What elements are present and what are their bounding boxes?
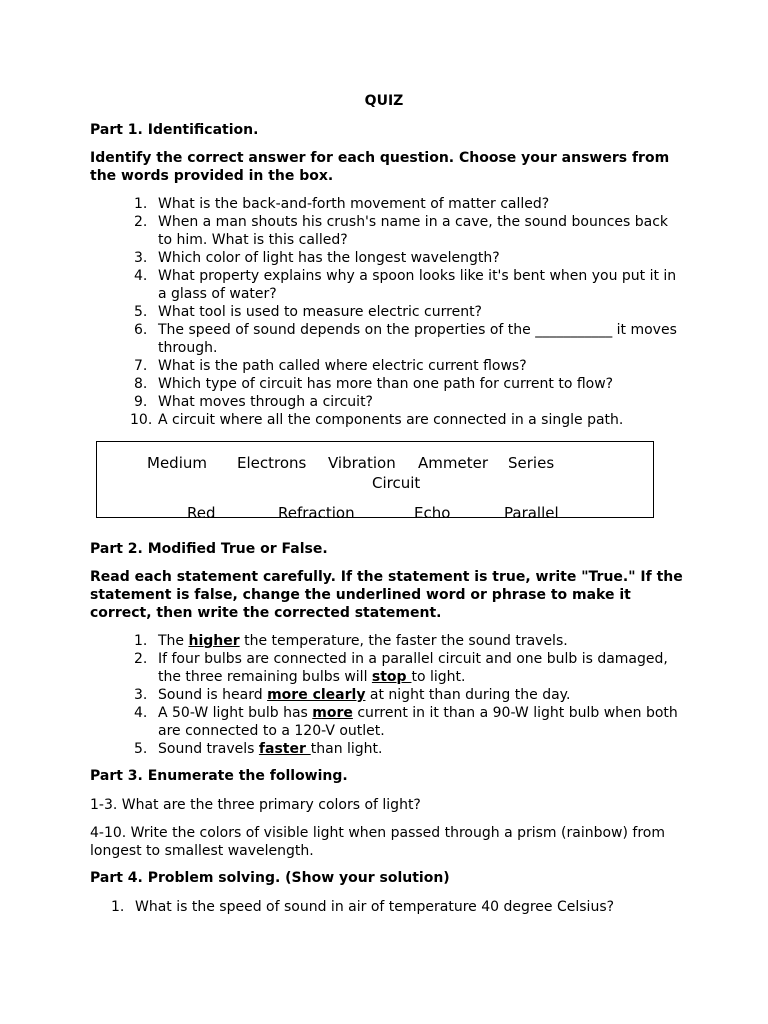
list-item: 3. Sound is heard more clearly at night than during the day.	[134, 687, 571, 703]
part2-instructions: Read each statement carefully. If the statement is true, write "True." If the statement is false, change the underlined word or phrase to make it correct, then write the corrected statement.	[90, 569, 683, 621]
underlined-term: stop	[371, 669, 412, 685]
part3-item-rainbow: 4-10. Write the colors of visible light when passed through a prism (rainbow) from longest to smallest wavelength.	[90, 825, 665, 859]
list-item: 4. A 50-W light bulb has more current in it than a 90-W light bulb when both are connected to a 120-V outlet.	[134, 705, 678, 739]
list-item: 8. Which type of circuit has more than one path for current to flow?	[134, 376, 614, 392]
word-circuit: Circuit	[372, 474, 421, 492]
part4-heading: Part 4. Problem solving. (Show your solution)	[90, 870, 450, 886]
part1-heading: Part 1. Identification.	[90, 122, 259, 138]
list-item: 10. A circuit where all the components are connected in a single path.	[130, 412, 624, 428]
list-item: 2. If four bulbs are connected in a parallel circuit and one bulb is damaged, the three remaining bulbs will stop to light.	[134, 651, 668, 685]
list-item: 5. What tool is used to measure electric current?	[134, 304, 482, 320]
word-box	[96, 441, 654, 518]
word-parallel: Parallel	[504, 504, 559, 518]
list-item: 1. What is the back-and-forth movement of matter called?	[134, 196, 550, 212]
word-medium: Medium	[147, 454, 207, 472]
part3-heading: Part 3. Enumerate the following.	[90, 768, 348, 784]
word-vibration: Vibration	[328, 454, 396, 472]
list-item: 1. The higher the temperature, the faster the sound travels.	[134, 633, 568, 649]
part2-statement-list	[134, 632, 680, 758]
list-item: 9. What moves through a circuit?	[134, 394, 373, 410]
quiz-title: QUIZ	[364, 93, 404, 109]
word-refraction: Refraction	[278, 504, 355, 518]
list-item: 5. Sound travels faster than light.	[134, 741, 383, 757]
list-item: 2. When a man shouts his crush's name in a cave, the sound bounces back to him. What is this called?	[134, 214, 669, 248]
list-item: 4. What property explains why a spoon looks like it's bent when you put it in a glass of water?	[134, 268, 677, 302]
word-electrons: Electrons	[237, 454, 307, 472]
word-series: Series	[508, 454, 555, 472]
word-echo: Echo	[414, 504, 451, 518]
part1-question-list	[130, 195, 680, 429]
list-item: 3. Which color of light has the longest wavelength?	[134, 250, 500, 266]
underlined-term: higher	[188, 633, 240, 649]
underlined-term: faster	[258, 741, 311, 757]
list-item: 7. What is the path called where electric current flows?	[134, 358, 527, 374]
part1-instructions: Identify the correct answer for each question. Choose your answers from the words provided in the box.	[90, 150, 670, 184]
word-red: Red	[187, 504, 216, 518]
underlined-term: more clearly	[267, 687, 366, 703]
part4-question-list	[111, 898, 671, 916]
part2-heading: Part 2. Modified True or False.	[90, 541, 328, 557]
part3-item-primary-colors: 1-3. What are the three primary colors of light?	[90, 797, 421, 813]
list-item: 6. The speed of sound depends on the properties of the ___________ it moves through.	[134, 322, 677, 356]
underlined-term: more	[312, 705, 353, 721]
list-item: 1. What is the speed of sound in air of temperature 40 degree Celsius?	[111, 899, 615, 915]
word-ammeter: Ammeter	[418, 454, 488, 472]
